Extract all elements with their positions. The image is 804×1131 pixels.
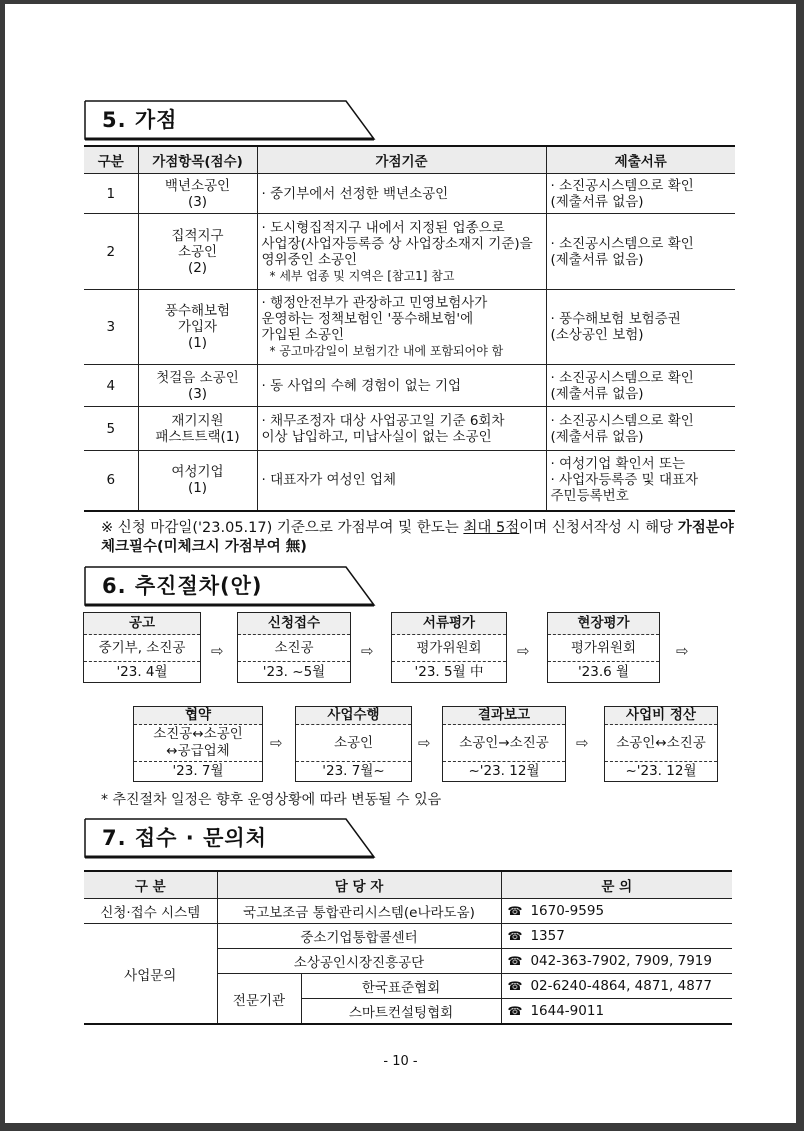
row-no: 5 [84,407,138,451]
step-title: 현장평가 [548,613,659,635]
step-body: 평가위원회 [548,635,659,662]
row-category: 사업문의 [84,924,217,1025]
item-name: 집적지구 소공인 [171,227,224,260]
phone-icon: ☎ [507,904,523,918]
row-no: 2 [84,214,138,290]
row-contact: 중소기업통합콜센터 [217,924,501,949]
item-name: 첫걸음 소공인 [156,369,239,386]
header-contact-person: 담 당 자 [217,871,501,899]
criteria-text: · 도시형집적지구 내에서 지정된 업종으로 사업장(사업자등록증 상 사업장소재지 기준)을 영위중인 소공인 [261,219,533,268]
step-title: 사업비 정산 [605,707,717,725]
row-no: 1 [84,174,138,214]
remark-text-mid: 이며 신청서작성 시 해당 [519,520,678,536]
item-score: (3) [187,385,208,402]
row-contact: 한국표준협회 [301,974,501,999]
next-arrow-icon: ⇨ [517,642,530,660]
next-arrow-icon: ⇨ [270,734,283,752]
header-no: 구분 [84,146,138,174]
item-score: (1) [187,335,208,351]
row-contact: 스마트컨설팅협회 [301,999,501,1025]
item-score: (3) [187,193,208,210]
phone-number: 1357 [530,928,565,944]
header-category: 구 분 [84,871,217,899]
section-7-title: 7. 접수 · 문의처 [102,826,267,850]
row-phone [501,949,732,974]
row-docs: · 풍수해보험 보험증권 (소상공인 보험) [546,290,735,365]
contact-table [84,870,732,1025]
step-body: 소공인↔소진공 [605,725,717,762]
step-date: ~'23. 12월 [625,763,697,779]
table-row [84,407,735,451]
step-date: '23. 5월 中 [414,664,484,680]
remark-limit: 최대 5점 [463,520,520,536]
bonus-remark [101,519,741,557]
step-title: 사업수행 [296,707,411,725]
phone-number: 02-6240-4864, 4871, 4877 [530,978,712,994]
item-name: 여성기업 [171,464,224,481]
table-row [84,290,735,365]
process-step [237,612,351,683]
step-title: 신청접수 [238,613,350,635]
table-row [84,924,732,949]
step-title: 결과보고 [443,707,565,725]
next-arrow-icon: ⇨ [576,734,589,752]
header-criteria: 가점기준 [257,146,546,174]
row-item [138,407,257,451]
step-body: 소공인 [296,725,411,762]
row-no: 6 [84,451,138,511]
row-docs: · 소진공시스템으로 확인 (제출서류 없음) [546,174,735,214]
step-date: '23. 4월 [116,664,168,680]
process-step [133,706,263,782]
process-footnote: * 추진절차 일정은 향후 운영상황에 따라 변동될 수 있음 [101,792,442,808]
criteria-text: · 행정안전부가 관장하고 민영보험사가 운영하는 정책보험인 '풍수해보험'에 가입된 소공인 [261,295,488,343]
step-date: '23.6 월 [577,664,630,680]
next-arrow-icon: ⇨ [418,734,431,752]
section-6-title: 6. 추진절차(안) [102,574,263,598]
criteria-note: * 공고마감일이 보험기간 내에 포함되어야 함 [269,344,504,358]
item-name: 백년소공인 [164,177,231,194]
phone-icon: ☎ [507,979,523,993]
step-title: 협약 [134,707,262,725]
process-step [295,706,412,782]
row-phone [501,999,732,1025]
page-number: - 10 - [383,1054,418,1069]
step-title: 공고 [84,613,200,635]
step-date: '23. 7월~ [322,763,385,779]
item-name: 풍수해보험 가입자 [164,303,231,335]
section-5-title: 5. 가점 [102,108,178,132]
step-body: 중기부, 소진공 [84,635,200,662]
row-category: 신청·접수 시스템 [84,899,217,924]
row-criteria: · 동 사업의 수혜 경험이 없는 기업 [257,365,546,407]
phone-number: 042-363-7902, 7909, 7919 [530,953,712,969]
row-criteria [257,290,546,365]
header-docs: 제출서류 [546,146,735,174]
process-step [391,612,507,683]
row-phone [501,974,732,999]
remark-required: 가점분야 체크필수(미체크시 가점부여 無) [101,520,734,555]
row-docs: · 소진공시스템으로 확인 (제출서류 없음) [546,365,735,407]
step-body: 소진공↔소공인 ↔공급업체 [134,725,262,762]
step-date: '23. ~5월 [262,664,326,680]
process-step [442,706,566,782]
process-step [547,612,660,683]
row-phone [501,899,732,924]
row-item [138,365,257,407]
row-no: 4 [84,365,138,407]
phone-number: 1644-9011 [530,1003,605,1019]
table-row [84,451,735,511]
table-header-row [84,146,735,174]
phone-icon: ☎ [507,1004,523,1018]
row-item [138,290,257,365]
row-docs: · 소진공시스템으로 확인 (제출서류 없음) [546,407,735,451]
step-date: ~'23. 12월 [468,763,540,779]
table-row [84,174,735,214]
row-contact: 국고보조금 통합관리시스템(e나라도움) [217,899,501,924]
table-row [84,365,735,407]
item-score: (2) [187,259,208,276]
next-arrow-icon: ⇨ [361,642,374,660]
row-docs: · 소진공시스템으로 확인 (제출서류 없음) [546,214,735,290]
phone-icon: ☎ [507,954,523,968]
step-body: 소진공 [238,635,350,662]
header-item: 가점항목(점수) [138,146,257,174]
document-page [5,4,796,1123]
table-header-row [84,871,732,899]
header-inquiry: 문 의 [501,871,732,899]
row-criteria: · 중기부에서 선정한 백년소공인 [257,174,546,214]
item-score: (1) [187,480,208,497]
next-arrow-icon: ⇨ [211,642,224,660]
row-item [138,451,257,511]
remark-text: ※ 신청 마감일('23.05.17) 기준으로 가점부여 및 한도는 [101,520,464,536]
section-5-heading [84,100,374,140]
phone-number: 1670-9595 [530,903,605,919]
criteria-note: * 세부 업종 및 지역은 [참고1] 참고 [269,268,455,283]
phone-icon: ☎ [507,929,523,943]
row-criteria: · 대표자가 여성인 업체 [257,451,546,511]
table-row [84,899,732,924]
row-criteria [257,214,546,290]
row-phone [501,924,732,949]
row-subcategory: 전문기관 [217,974,301,1025]
step-body: 평가위원회 [392,635,506,662]
row-criteria: · 채무조정자 대상 사업공고일 기준 6회차 이상 납입하고, 미납사실이 없는 소공인 [257,407,546,451]
next-arrow-icon: ⇨ [676,642,689,660]
step-title: 서류평가 [392,613,506,635]
bonus-points-table [84,145,735,512]
section-6-heading [84,566,374,606]
process-step [83,612,201,683]
process-step [604,706,718,782]
row-item [138,214,257,290]
row-contact: 소상공인시장진흥공단 [217,949,501,974]
row-docs: · 여성기업 확인서 또는 · 사업자등록증 및 대표자 주민등록번호 [546,451,735,511]
section-7-heading [84,818,374,858]
item-name: 재기지원 패스트트랙(1) [155,412,240,445]
step-body: 소공인→소진공 [443,725,565,762]
table-row [84,214,735,290]
step-date: '23. 7월 [172,763,224,779]
row-no: 3 [84,290,138,365]
row-item [138,174,257,214]
